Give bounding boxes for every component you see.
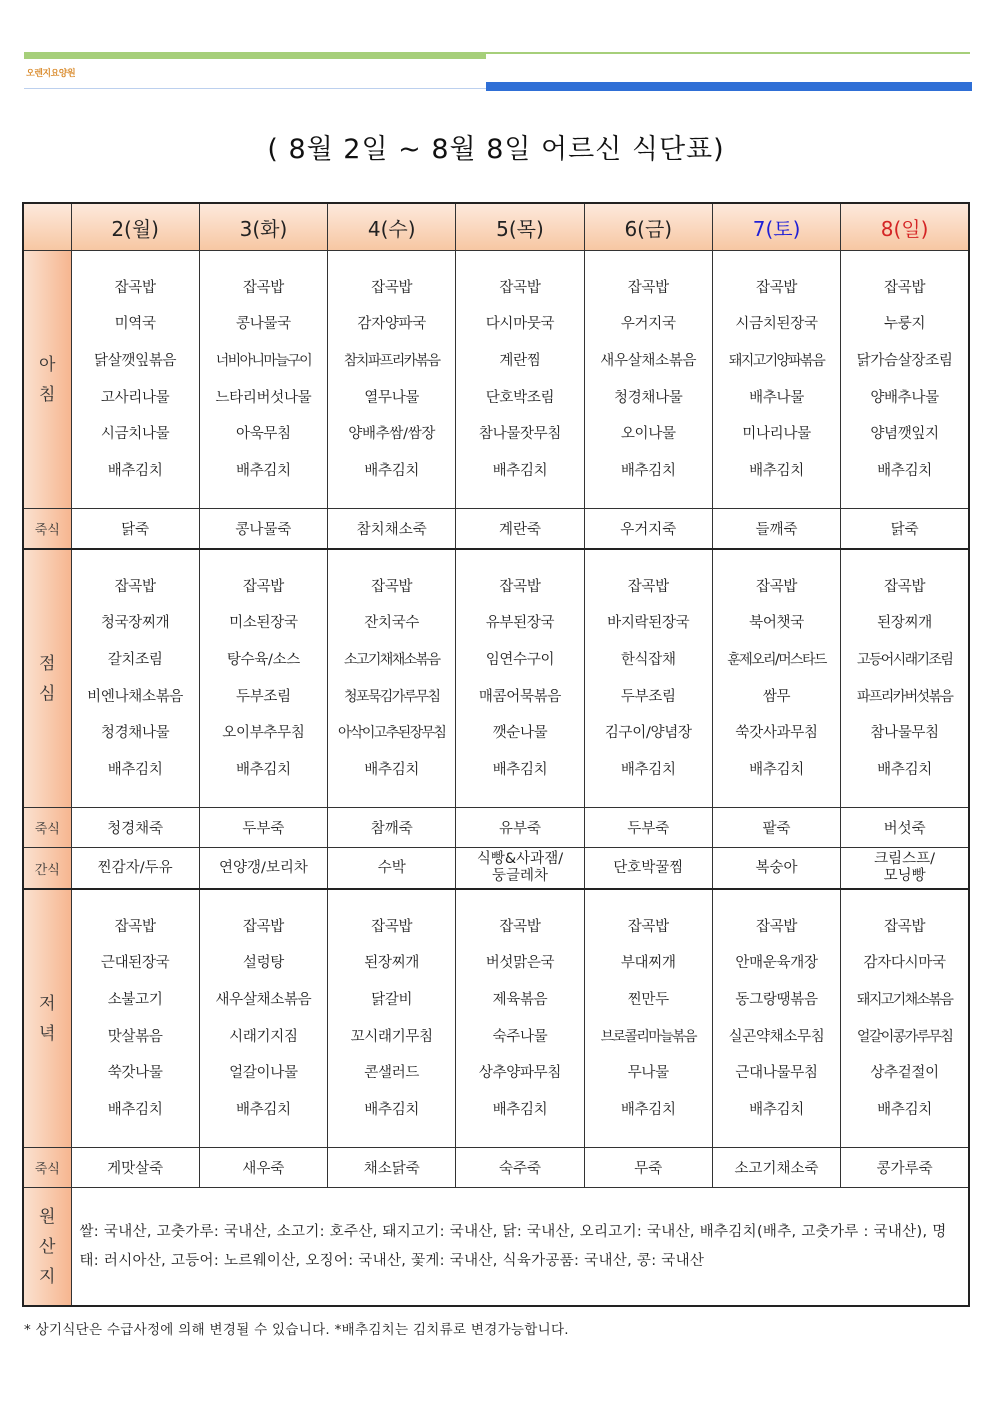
lunch-label-char: 심: [39, 683, 56, 704]
breakfast-cell: [712, 251, 840, 509]
lunch-porridge-cell: 유부죽: [456, 808, 584, 848]
menu-item: 청경채나물: [100, 725, 170, 742]
menu-item: 우거지국: [620, 316, 676, 333]
menu-item: 소불고기: [107, 991, 163, 1008]
breakfast-porridge-cell: 콩나물죽: [199, 509, 327, 550]
snack-text: 둥글레차: [491, 868, 548, 884]
lunch-cell: [712, 549, 840, 808]
menu-item: 배추나물: [749, 389, 804, 406]
menu-item: 무나물: [627, 1065, 669, 1082]
lunch-cell: [328, 549, 456, 808]
menu-item: 배추김치: [749, 761, 804, 778]
dinner-cell: [328, 889, 456, 1148]
dinner-cell: [71, 889, 199, 1148]
footnote: * 상기식단은 수급사정에 의해 변경될 수 있습니다. *배추김치는 김치류로 변경가능합니다.: [24, 1322, 569, 1338]
dinner-cell: [584, 889, 712, 1148]
day-header: 3(화): [199, 203, 327, 251]
menu-item: 오이나물: [620, 426, 676, 443]
breakfast-porridge-cell: 계란죽: [456, 509, 584, 550]
page-title: ( 8월 2일 ~ 8월 8일 어르신 식단표): [267, 134, 725, 165]
lunch-porridge-cell: 두부죽: [199, 808, 327, 848]
menu-item: 제육볶음: [492, 991, 548, 1008]
dinner-porridge-cell: 채소닭죽: [328, 1148, 456, 1188]
breakfast-porridge-cell: 들깨죽: [712, 509, 840, 550]
dinner-row: [23, 889, 969, 1148]
menu-item: 청국장찌개: [100, 615, 170, 632]
day-header: 2(월): [71, 203, 199, 251]
menu-item: 동그랑땡볶음: [735, 991, 818, 1008]
snack-label: 간식: [23, 848, 71, 890]
menu-item: 양배추나물: [870, 389, 939, 406]
menu-item: 소고기채채소볶음: [344, 651, 440, 668]
breakfast-label-char: 침: [39, 384, 56, 405]
menu-item: 잡곡밥: [755, 279, 798, 296]
menu-item: 숙주나물: [492, 1028, 548, 1045]
breakfast-cell: [328, 251, 456, 509]
menu-item: 상추겉절이: [870, 1065, 939, 1082]
lunch-row: [23, 549, 969, 808]
origin-text: 쌀: 국내산, 고춧가루: 국내산, 소고기: 호주산, 돼지고기: 국내산, 닭: 국내산, 오리고기: 국내산, 배추김치(배추, 고춧가루 : 국내산), 명태: 러시아산, 고등어: 노르웨이산, 오징어: 국내산, 꽃게: 국내산, 식육가공품: 국내산, 콩: 국내산: [71, 1188, 969, 1307]
day-header: 7(토): [712, 203, 840, 251]
menu-item: 돼지고기양파볶음: [728, 352, 825, 369]
dinner-label-char: 저: [39, 993, 56, 1014]
menu-item: 잡곡밥: [371, 918, 413, 935]
menu-item: 잡곡밥: [371, 279, 413, 296]
menu-item: 배추김치: [236, 462, 291, 479]
menu-item: 아삭이고추된장무침: [338, 725, 446, 742]
day-header: 6(금): [584, 203, 712, 251]
breakfast-cell: [71, 251, 199, 509]
breakfast-porridge-cell: 참치채소죽: [328, 509, 456, 550]
lunch-porridge-cell: 두부죽: [584, 808, 712, 848]
origin-label-char: 원: [39, 1206, 56, 1227]
menu-item: 잡곡밥: [242, 279, 284, 296]
dinner-label: [23, 889, 71, 1148]
lunch-porridge-cell: 팥죽: [712, 808, 840, 848]
snack-cell: [584, 848, 712, 890]
menu-item: 쌈무: [762, 688, 791, 705]
breakfast-label: [23, 251, 71, 509]
breakfast-row: [23, 251, 969, 509]
menu-item: 고등어시래기조림: [856, 651, 953, 668]
menu-item: 참치파프리카볶음: [344, 352, 440, 369]
breakfast-porridge-cell: 닭죽: [841, 509, 969, 550]
menu-item: 갈치조림: [107, 651, 163, 668]
menu-item: 두부조림: [236, 688, 291, 705]
breakfast-label-char: 아: [39, 354, 56, 375]
dinner-porridge-cell: 새우죽: [199, 1148, 327, 1188]
dinner-porridge-cell: 소고기채소죽: [712, 1148, 840, 1188]
menu-item: 안매운육개장: [735, 955, 818, 972]
menu-item: 잡곡밥: [755, 578, 798, 595]
menu-item: 김구이/양념장: [604, 725, 692, 742]
menu-item: 브로콜리마늘볶음: [600, 1028, 696, 1045]
menu-item: 버섯맑은국: [485, 955, 555, 972]
lunch-cell: [199, 549, 327, 808]
menu-item: 배추김치: [492, 462, 548, 479]
menu-item: 미소된장국: [229, 615, 298, 632]
menu-item: 배추김치: [492, 1101, 548, 1118]
lunch-label: [23, 549, 71, 808]
lunch-porridge-cell: 참깨죽: [328, 808, 456, 848]
day-header: 4(수): [328, 203, 456, 251]
menu-item: 청포묵김가루무침: [344, 688, 440, 705]
menu-item: 깻순나물: [492, 725, 548, 742]
day-header: 8(일): [841, 203, 969, 251]
menu-item: 미역국: [114, 316, 156, 333]
menu-item: 잡곡밥: [884, 578, 926, 595]
menu-item: 실곤약채소무침: [728, 1028, 825, 1045]
menu-item: 배추김치: [749, 462, 804, 479]
menu-item: 부대찌개: [620, 955, 676, 972]
menu-item: 감자양파국: [357, 316, 426, 333]
dinner-porridge-row: [23, 1148, 969, 1188]
lunch-cell: [456, 549, 584, 808]
menu-item: 잡곡밥: [499, 578, 541, 595]
menu-item: 배추김치: [620, 462, 676, 479]
menu-item: 배추김치: [236, 1101, 291, 1118]
menu-item: 참나물잣무침: [478, 426, 562, 443]
origin-row: [23, 1188, 969, 1307]
dinner-cell: [456, 889, 584, 1148]
menu-item: 참나물무침: [870, 725, 939, 742]
menu-item: 상추양파무침: [478, 1065, 562, 1082]
lunch-porridge-row: [23, 808, 969, 848]
menu-item: 새우살채소볶음: [215, 991, 312, 1008]
header-blue-bar: [486, 82, 972, 91]
menu-item: 된장찌개: [877, 615, 932, 632]
menu-item: 맛살볶음: [107, 1028, 163, 1045]
menu-item: 콘샐러드: [364, 1065, 420, 1082]
snack-cell: [456, 848, 584, 890]
snack-cell: [328, 848, 456, 890]
menu-item: 근대나물무침: [735, 1065, 818, 1082]
lunch-porridge-label: 죽식: [23, 808, 71, 848]
menu-item: 근대된장국: [100, 955, 170, 972]
menu-item: 고사리나물: [100, 389, 170, 406]
menu-item: 다시마뭇국: [485, 316, 555, 333]
menu-item: 잔치국수: [364, 615, 420, 632]
origin-label: [23, 1188, 71, 1307]
menu-item: 배추김치: [877, 761, 932, 778]
menu-item: 잡곡밥: [499, 918, 541, 935]
menu-item: 잡곡밥: [114, 279, 156, 296]
menu-item: 잡곡밥: [242, 918, 284, 935]
breakfast-cell: [199, 251, 327, 509]
menu-item: 잡곡밥: [499, 279, 541, 296]
menu-item: 닭살깻잎볶음: [94, 352, 177, 369]
dinner-porridge-cell: 게맛살죽: [71, 1148, 199, 1188]
menu-item: 새우살채소볶음: [600, 352, 697, 369]
snack-text: 크림스프/: [874, 851, 936, 867]
dinner-porridge-cell: 무죽: [584, 1148, 712, 1188]
menu-item: 잡곡밥: [627, 578, 669, 595]
menu-item: 오이부추무침: [222, 725, 305, 742]
lunch-cell: [841, 549, 969, 808]
menu-item: 감자다시마국: [863, 955, 946, 972]
menu-item: 돼지고기채소볶음: [856, 991, 953, 1008]
menu-item: 설렁탕: [242, 955, 284, 972]
menu-item: 미나리나물: [742, 426, 811, 443]
snack-text: 모닝빵: [883, 868, 926, 884]
menu-item: 잡곡밥: [884, 279, 926, 296]
menu-item: 너비아니마늘구이: [215, 352, 312, 369]
menu-item: 임연수구이: [485, 651, 555, 668]
menu-item: 닭갈비: [371, 991, 413, 1008]
day-header: 5(목): [456, 203, 584, 251]
menu-item: 계란찜: [499, 352, 541, 369]
breakfast-porridge-label: 죽식: [23, 509, 71, 550]
menu-item: 얼갈이나물: [229, 1065, 298, 1082]
snack-cell: [199, 848, 327, 890]
menu-item: 배추김치: [620, 1101, 676, 1118]
menu-item: 아욱무침: [236, 426, 291, 443]
menu-item: 잡곡밥: [114, 918, 156, 935]
menu-item: 배추김치: [364, 462, 420, 479]
breakfast-cell: [841, 251, 969, 509]
menu-item: 두부조림: [620, 688, 676, 705]
origin-label-char: 산: [39, 1236, 56, 1257]
menu-item: 시래기지짐: [229, 1028, 298, 1045]
menu-item: 된장찌개: [364, 955, 420, 972]
menu-item: 유부된장국: [485, 615, 555, 632]
lunch-porridge-cell: 청경채죽: [71, 808, 199, 848]
dinner-cell: [199, 889, 327, 1148]
menu-item: 양배추쌈/쌈장: [348, 426, 436, 443]
menu-item: 열무나물: [364, 389, 420, 406]
menu-item: 탕수육/소스: [226, 651, 300, 668]
menu-item: 쑥갓나물: [107, 1065, 163, 1082]
breakfast-cell: [456, 251, 584, 509]
menu-item: 잡곡밥: [627, 918, 669, 935]
menu-item: 잡곡밥: [242, 578, 284, 595]
snack-cell: [841, 848, 969, 890]
menu-item: 잡곡밥: [755, 918, 798, 935]
menu-item: 배추김치: [236, 761, 291, 778]
menu-item: 매콤어묵볶음: [478, 688, 562, 705]
menu-item: 배추김치: [620, 761, 676, 778]
origin-label-char: 지: [39, 1266, 56, 1287]
dinner-porridge-cell: 콩가루죽: [841, 1148, 969, 1188]
menu-item: 느타리버섯나물: [215, 389, 312, 406]
menu-item: 배추김치: [749, 1101, 804, 1118]
menu-item: 배추김치: [364, 761, 420, 778]
lunch-cell: [71, 549, 199, 808]
menu-item: 청경채나물: [613, 389, 683, 406]
menu-item: 바지락된장국: [607, 615, 690, 632]
menu-item: 한식잡채: [620, 651, 676, 668]
header-blue-line: [24, 88, 486, 89]
menu-item: 파프리카버섯볶음: [856, 688, 953, 705]
menu-item: 잡곡밥: [627, 279, 669, 296]
dinner-porridge-label: 죽식: [23, 1148, 71, 1188]
menu-table: [22, 202, 970, 1307]
dinner-cell: [712, 889, 840, 1148]
menu-item: 잡곡밥: [114, 578, 156, 595]
menu-item: 배추김치: [107, 1101, 163, 1118]
lunch-cell: [584, 549, 712, 808]
menu-item: 북어챗국: [749, 615, 804, 632]
menu-item: 쑥갓사과무침: [735, 725, 818, 742]
menu-item: 콩나물국: [236, 316, 291, 333]
menu-item: 시금치나물: [100, 426, 170, 443]
day-header-row: [23, 203, 969, 251]
menu-item: 양념깻잎지: [870, 426, 939, 443]
org-name: 오렌지요양원: [26, 69, 76, 79]
menu-item: 꼬시래기무침: [350, 1028, 433, 1045]
menu-item: 누룽지: [884, 316, 926, 333]
corner-cell: [23, 203, 71, 251]
dinner-porridge-cell: 숙주죽: [456, 1148, 584, 1188]
header-green-bar: [24, 53, 486, 59]
snack-text: 식빵&사과잼/: [476, 851, 564, 867]
menu-item: 배추김치: [877, 1101, 932, 1118]
menu-item: 배추김치: [877, 462, 932, 479]
breakfast-porridge-row: [23, 509, 969, 550]
menu-item: 찐만두: [627, 991, 669, 1008]
snack-text: 찐감자/두유: [97, 859, 173, 876]
menu-item: 배추김치: [107, 761, 163, 778]
lunch-label-char: 점: [39, 653, 56, 674]
snack-cell: [71, 848, 199, 890]
menu-item: 비엔나채소볶음: [87, 688, 184, 705]
menu-item: 단호박조림: [485, 389, 555, 406]
menu-item: 닭가슴살장조림: [856, 352, 953, 369]
snack-text: 복숭아: [755, 859, 798, 876]
breakfast-porridge-cell: 우거지죽: [584, 509, 712, 550]
menu-item: 시금치된장국: [735, 316, 818, 333]
breakfast-cell: [584, 251, 712, 509]
menu-item: 훈제오리/머스타드: [727, 651, 826, 668]
snack-cell: [712, 848, 840, 890]
snack-row: [23, 848, 969, 890]
dinner-cell: [841, 889, 969, 1148]
menu-item: 배추김치: [107, 462, 163, 479]
menu-item: 잡곡밥: [884, 918, 926, 935]
snack-text: 수박: [377, 859, 406, 876]
lunch-porridge-cell: 버섯죽: [841, 808, 969, 848]
snack-text: 단호박꿀찜: [613, 859, 684, 876]
menu-item: 배추김치: [492, 761, 548, 778]
menu-item: 잡곡밥: [371, 578, 413, 595]
dinner-label-char: 녁: [39, 1023, 56, 1044]
snack-text: 연양갱/보리차: [218, 859, 308, 876]
menu-item: 얼갈이콩가루무침: [856, 1028, 953, 1045]
breakfast-porridge-cell: 닭죽: [71, 509, 199, 550]
menu-item: 배추김치: [364, 1101, 420, 1118]
